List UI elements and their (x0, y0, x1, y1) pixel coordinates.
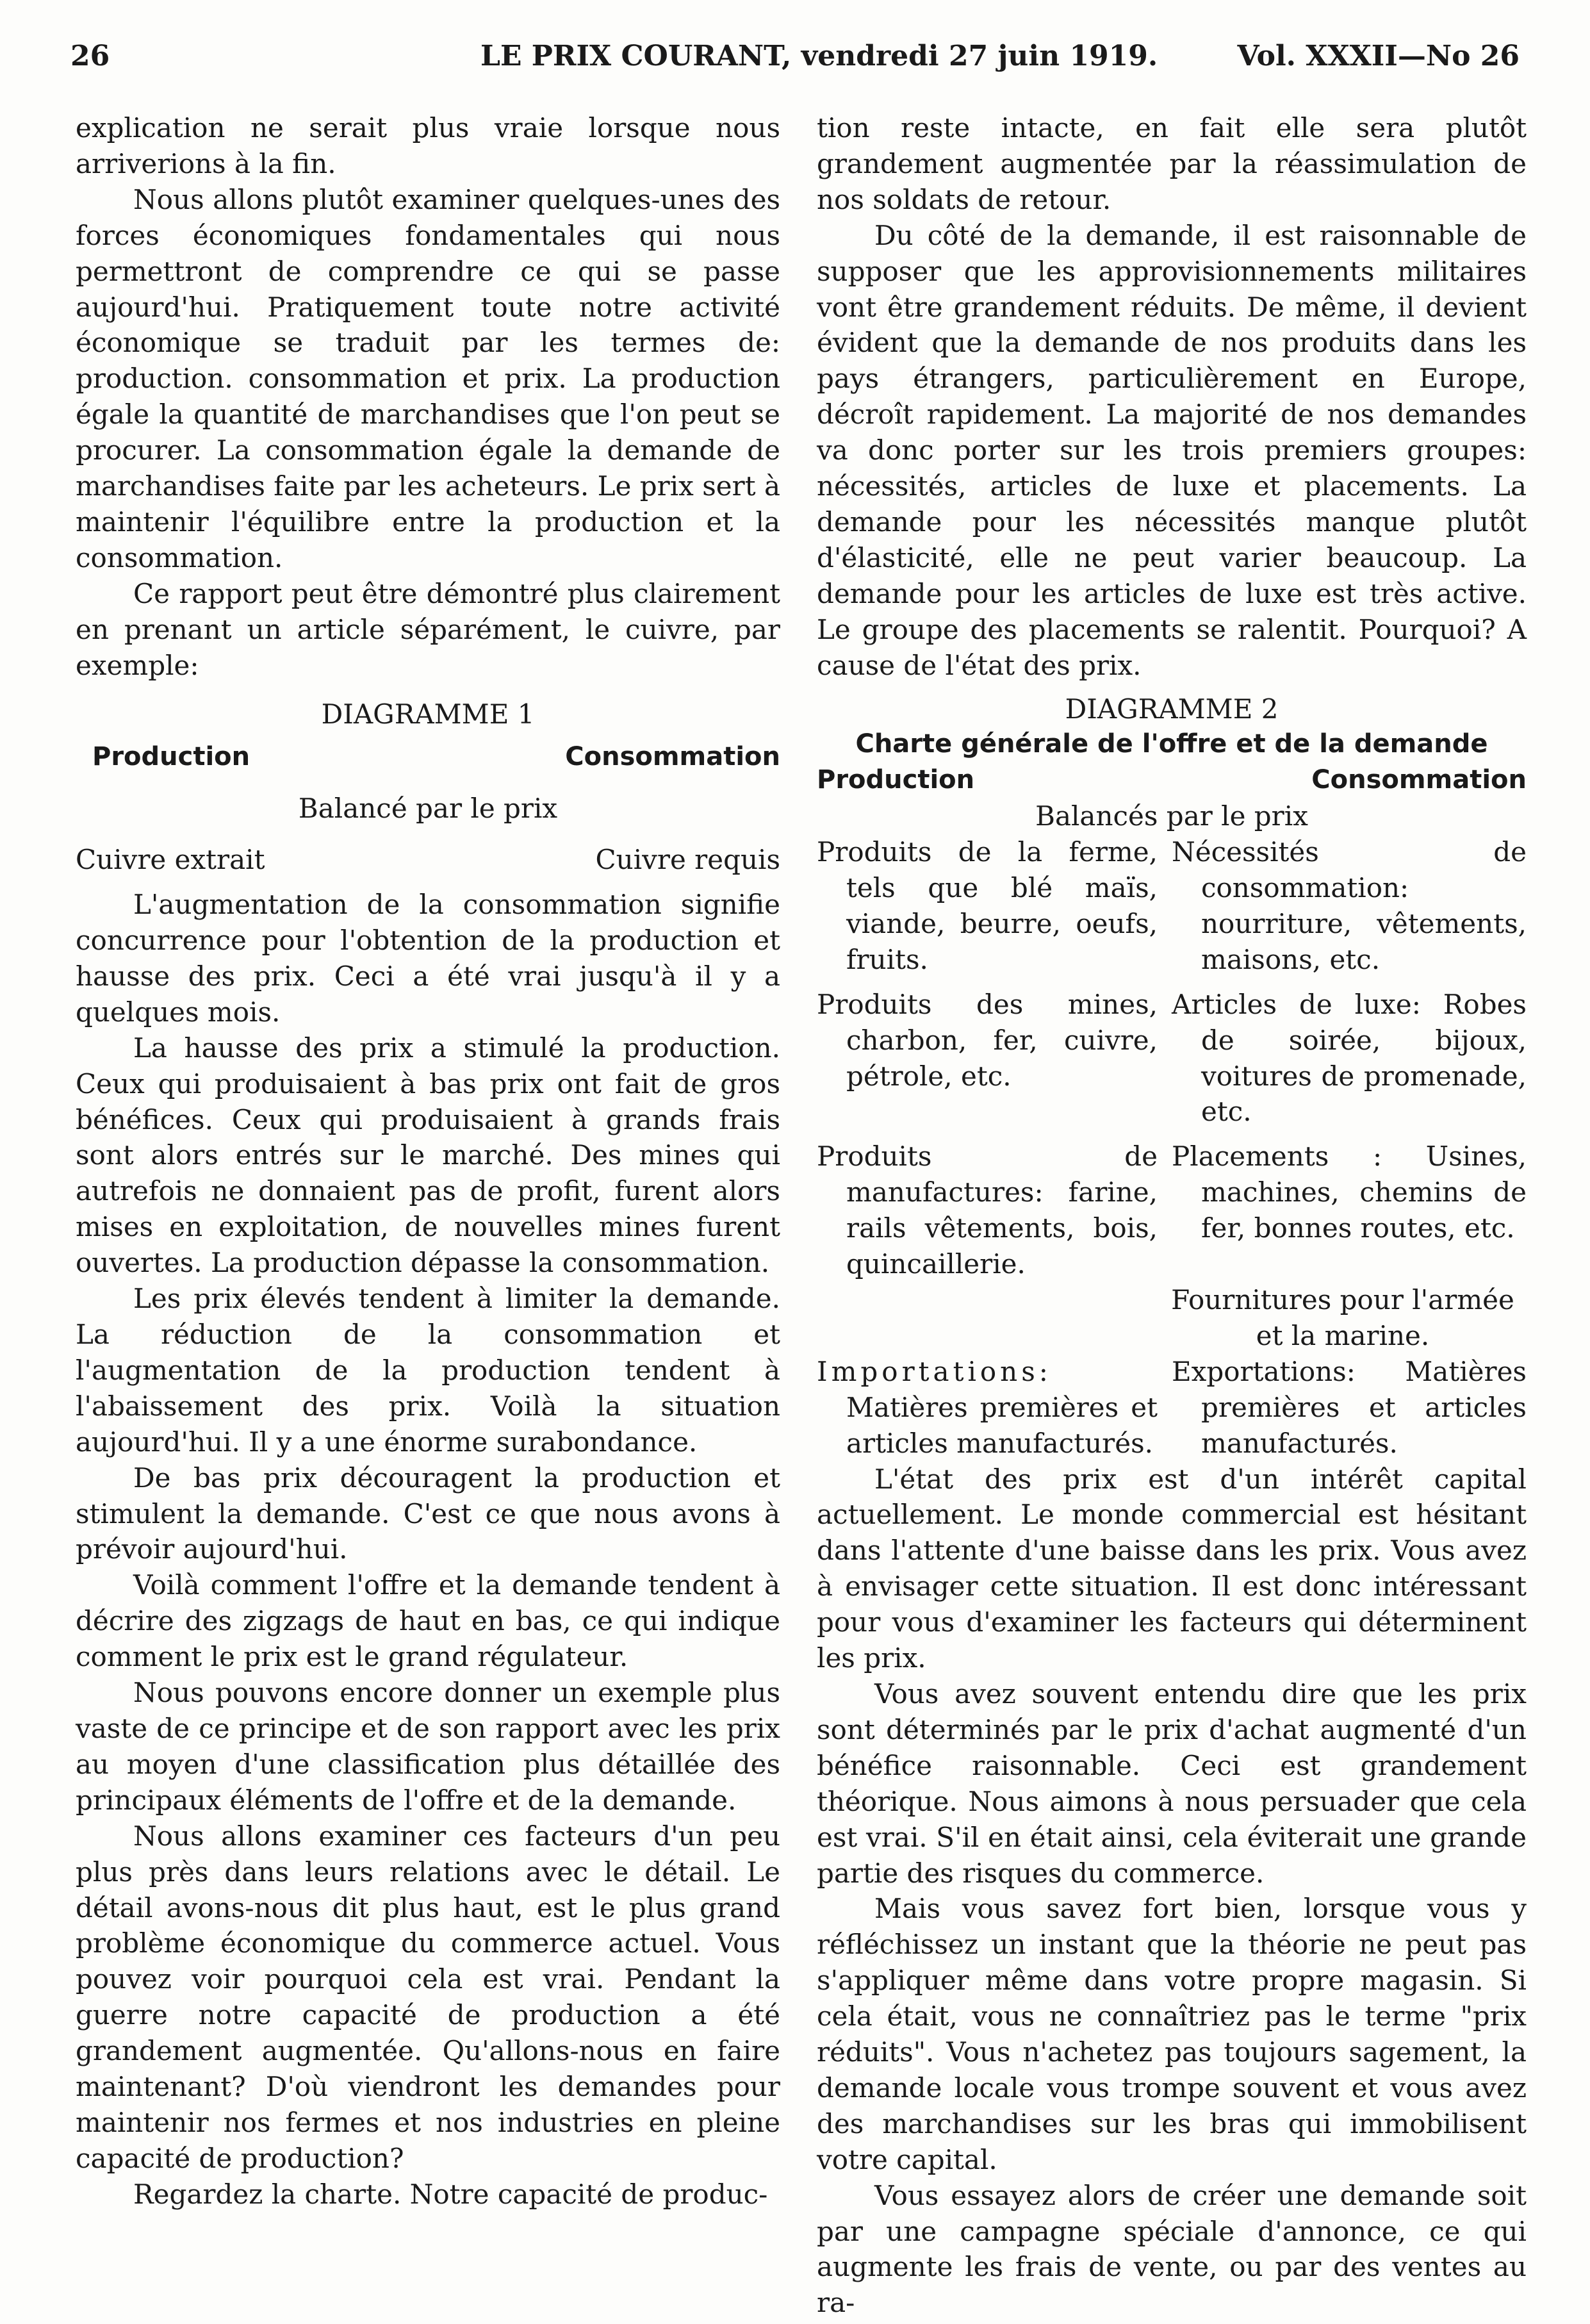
paragraph: Voilà comment l'offre et la demande tendent à décrire des zigzags de haut en bas, ce qui indique comment le prix est le grand régulateur. (76, 1569, 780, 1673)
paragraph: tion reste intacte, en fait elle sera plutôt grandement augmentée par la réassimulation de nos soldats de retour. (817, 112, 1527, 215)
diagram-2-consumption-heading: Consommation (1311, 765, 1527, 795)
paragraph: L'état des prix est d'un intérêt capital actuellement. Le monde commercial est hésitant dans l'attente d'une baisse dans les prix. Vous avez à envisager cette situation. Il est donc intéressant pour vous d'examiner les facteurs qui déterminent les prix. (817, 1463, 1527, 1674)
diagram-1 (76, 696, 780, 878)
diagram-2-subtitle: Charte générale de l'offre et de la demande (855, 729, 1488, 759)
paragraph: Vous essayez alors de créer une demande soit par une campagne spéciale d'annonce, ce qui augmente les frais de vente, ou par des ventes au ra- (817, 2179, 1527, 2319)
paragraph: Nous pouvons encore donner un exemple plus vaste de ce principe et de son rapport avec les prix au moyen d'une classification plus détaillée des principaux éléments de l'offre et de la demande. (76, 1677, 780, 1816)
paragraph: De bas prix découragent la production et stimulent la demande. C'est ce que nous avons à prévoir aujourd'hui. (76, 1462, 780, 1565)
paragraph: Vous avez souvent entendu dire que les prix sont déterminés par le prix d'achat augmenté d'un bénéfice raisonnable. Ceci est grandement théorique. Nous aimons à nous persuader que cela est vrai. S'il en était ainsi, cela éviterait une grande partie des risques du commerce. (817, 1677, 1527, 1889)
paragraph: Nous allons plutôt examiner quelques-unes des forces économiques fondamentales qui nous permettront de comprendre ce qui se passe aujourd'hui. Pratiquement toute notre activité économique se traduit par les termes de: production. consommation et prix. La production égale la quantité de marchandises que l'on peut se procurer. La consommation égale la demande de marchandises faite par les acheteurs. Le prix sert à maintenir l'équilibre entre la production et la consommation. (76, 183, 780, 573)
diagram-2-title: DIAGRAMME 2 (1065, 693, 1279, 725)
consumption-cell: Fournitures pour l'armée et la marine. (1171, 1284, 1514, 1351)
volume-number: Vol. XXXII—No 26 (1237, 40, 1520, 72)
imports-label: Importations: (817, 1355, 1052, 1387)
diagram-2-balance-label: Balancés par le prix (1035, 800, 1308, 832)
paragraph: Mais vous savez fort bien, lorsque vous y réfléchissez un instant que la théorie ne peut pas s'appliquer même dans votre propre magasin. Si cela était, vous ne connaîtriez pas le terme "prix réduits". Vous n'achetez pas toujours sagement, la demande locale vous trompe souvent et vous avez des marchandises sur les bras qui immobilisent votre capital. (817, 1893, 1527, 2175)
diagram-1-consumption-heading: Consommation (565, 742, 780, 772)
publication-title: LE PRIX COURANT, vendredi 27 juin 1919. (480, 40, 1158, 72)
consumption-cell: Placements : Usines, machines, chemins de fer, bonnes routes, etc. (1172, 1141, 1527, 1244)
production-cell: Produits des mines, charbon, fer, cuivre, pétrole, etc. (817, 988, 1158, 1092)
diagram-1-right-item: Cuivre requis (595, 844, 780, 876)
table-row (817, 1282, 1527, 1354)
right-column (817, 110, 1527, 2321)
paragraph: La hausse des prix a stimulé la production. Ceux qui produisaient à bas prix ont fait de gros bénéfices. Ceux qui produisaient à grands frais sont alors entrés sur le marché. Des mines qui autrefois ne donnaient pas de profit, furent alors mises en exploitation, de nouvelles mines furent ouvertes. La production dépasse la consommation. (76, 1032, 780, 1279)
page-header (70, 40, 1520, 78)
diagram-2-production-heading: Production (817, 765, 975, 795)
paragraph: Du côté de la demande, il est raisonnable de supposer que les approvisionnements militaires vont être grandement réduits. De même, il devient évident que la demande de nos produits dans les pays étrangers, particulièrement en Europe, décroît rapidement. La majorité de nos demandes va donc porter sur les trois premiers groupes: nécessités, articles de luxe et placements. La demande pour les nécessités manque plutôt d'élasticité, elle ne peut varier beaucoup. La demande pour les articles de luxe est très active. Le groupe des placements se ralentit. Pourquoi? A cause de l'état des prix. (817, 219, 1527, 681)
paragraph: Ce rapport peut être démontré plus clairement en prenant un article séparément, le cuivre, par exemple: (76, 577, 780, 681)
production-cell: Produits de la ferme, tels que blé maïs, viande, beurre, oeufs, fruits. (817, 836, 1158, 975)
left-column (76, 110, 780, 2213)
diagram-1-balance-label: Balancé par le prix (298, 793, 558, 825)
table-row (817, 834, 1527, 978)
diagram-1-production-heading: Production (92, 742, 250, 772)
table-row (817, 1130, 1527, 1282)
paragraph: L'augmentation de la consommation signifie concurrence pour l'obtention de la production et hausse des prix. Ceci a été vrai jusqu'à il y a quelques mois. (76, 889, 780, 1028)
paragraph: Regardez la charte. Notre capacité de produc- (133, 2178, 768, 2210)
table-row (817, 1354, 1527, 1462)
table-row (817, 978, 1527, 1130)
consumption-cell: Articles de luxe: Robes de soirée, bijoux, voitures de promenade, etc. (1172, 988, 1527, 1128)
paragraph: Nous allons examiner ces facteurs d'un peu plus près dans leurs relations avec le détail. Le détail avons-nous dit plus haut, est le plus grand problème économique du commerce actuel. Vous pouvez voir pourquoi cela est vrai. Pendant la guerre notre capacité de production a été grandement augmentée. Qu'allons-nous en faire maintenant? D'où viendront les demandes pour maintenir nos fermes et nos industries en pleine capacité de production? (76, 1820, 780, 2174)
paragraph: Les prix élevés tendent à limiter la demande. La réduction de la consommation et l'augmentation de la production tendent à l'abaissement des prix. Voilà la situation aujourd'hui. Il y a une énorme surabondance. (76, 1283, 780, 1458)
exports-cell: Exportations: Matières premières et articles manufacturés. (1172, 1355, 1527, 1459)
diagram-1-left-item: Cuivre extrait (76, 844, 265, 876)
supply-demand-table (817, 834, 1527, 1461)
imports-cell (817, 1354, 1158, 1462)
paragraph: explication ne serait plus vraie lorsque nous arriverions à la fin. (76, 112, 780, 179)
diagram-2 (817, 691, 1527, 1462)
diagram-1-title: DIAGRAMME 1 (321, 698, 535, 730)
page-number: 26 (70, 40, 110, 72)
production-cell: Produits de manufactures: farine, rails vêtements, bois, quincaillerie. (817, 1141, 1158, 1280)
imports-text: Matières premières et articles manufacturés. (846, 1391, 1158, 1459)
consumption-cell: Nécessités de consommation: nourriture, vêtements, maisons, etc. (1172, 836, 1527, 975)
